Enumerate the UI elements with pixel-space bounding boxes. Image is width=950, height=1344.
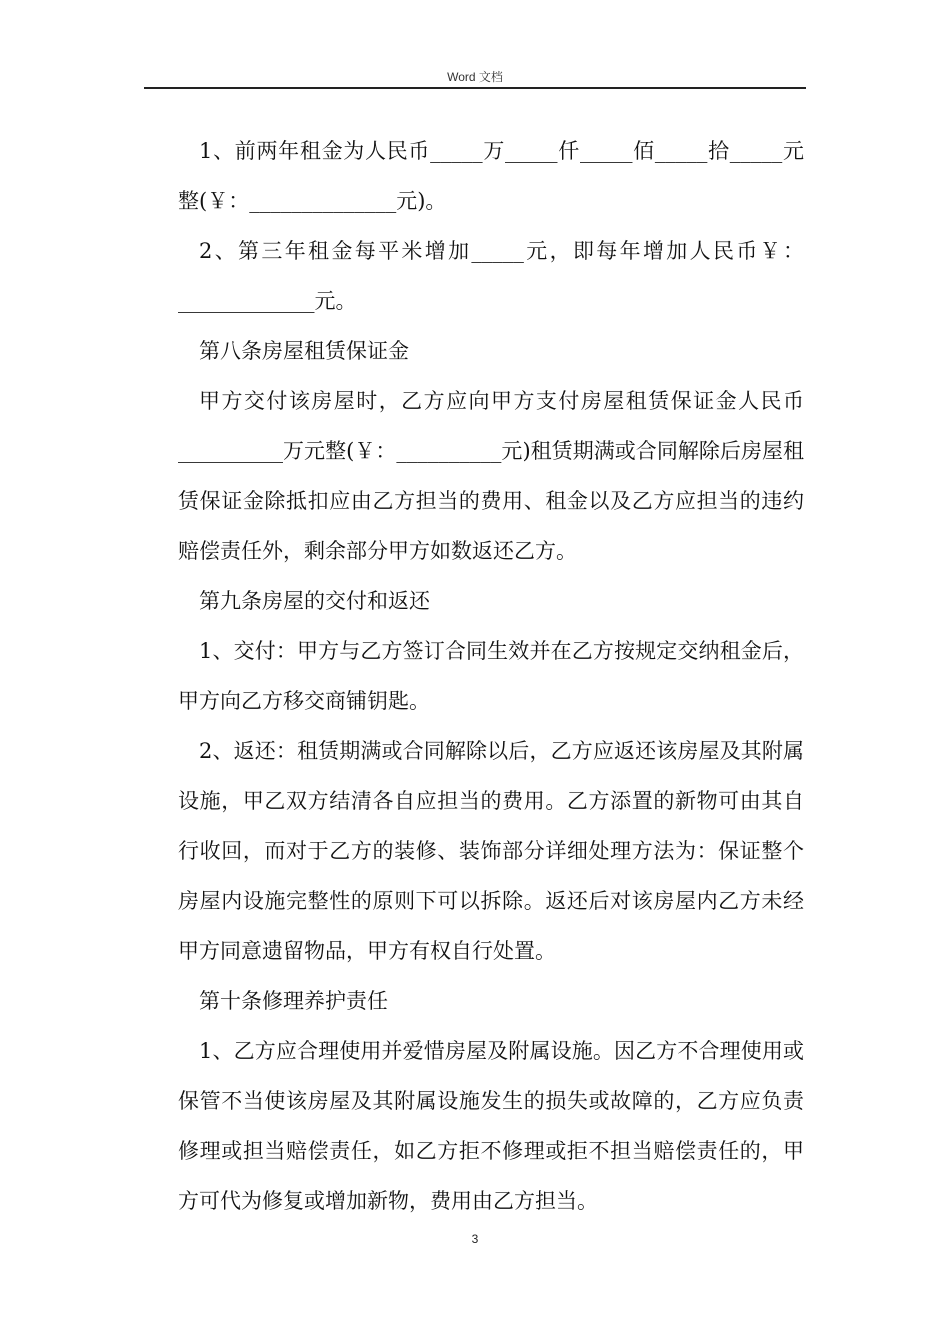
delivery-paragraph: 1、交付：甲方与乙方签订合同生效并在乙方按规定交纳租金后，甲方向乙方移交商铺钥匙。 <box>178 639 804 713</box>
document-body <box>178 126 804 1226</box>
page-number: 3 <box>471 1232 479 1246</box>
deposit-paragraph: 甲方交付该房屋时，乙方应向甲方支付房屋租赁保证金人民币__________万元整(￥：__________元)租赁期满或合同解除后房屋租赁保证金除抵扣应由乙方担当的费用、租金以及乙方应担当的违约赔偿责任外，剩余部分甲方如数返还乙方。 <box>178 389 804 563</box>
page-header: Word 文档 <box>447 70 503 84</box>
maintenance-paragraph: 1、乙方应合理使用并爱惜房屋及附属设施。因乙方不合理使用或保管不当使该房屋及其附属设施发生的损失或故障的，乙方应负责修理或担当赔偿责任，如乙方拒不修理或拒不担当赔偿责任的，甲方可代为修复或增加新物，费用由乙方担当。 <box>178 1039 804 1213</box>
rent-third-year-paragraph: 2、第三年租金每平米增加_____元，即每年增加人民币￥：_____________元。 <box>178 239 804 313</box>
header-divider <box>144 87 806 89</box>
article-10-heading: 第十条修理养护责任 <box>199 989 388 1013</box>
return-paragraph: 2、返还：租赁期满或合同解除以后，乙方应返还该房屋及其附属设施，甲乙双方结清各自应担当的费用。乙方添置的新物可由其自行收回，而对于乙方的装修、装饰部分详细处理方法为：保证整个房屋内设施完整性的原则下可以拆除。返还后对该房屋内乙方未经甲方同意遗留物品，甲方有权自行处置。 <box>178 739 804 963</box>
article-9-heading: 第九条房屋的交付和返还 <box>199 589 430 613</box>
rent-first-two-years-paragraph: 1、前两年租金为人民币_____万_____仟_____佰_____拾_____元整(￥：______________元)。 <box>178 139 804 213</box>
article-8-heading: 第八条房屋租赁保证金 <box>199 339 409 363</box>
